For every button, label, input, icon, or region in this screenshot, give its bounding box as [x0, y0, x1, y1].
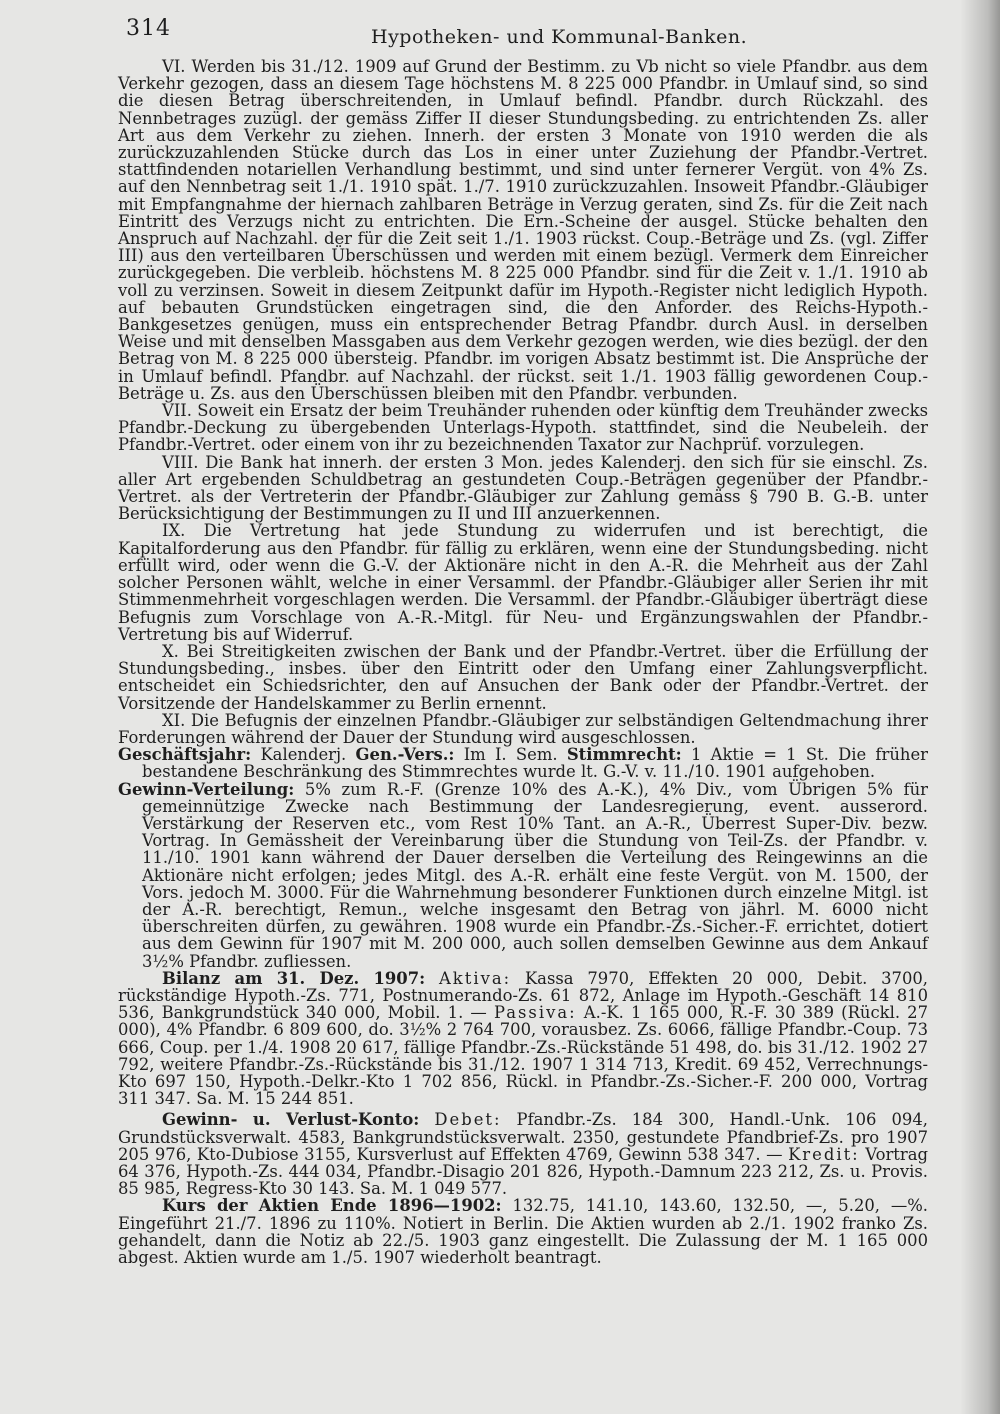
page-edge-shadow — [960, 0, 1000, 1414]
gewinn-verteilung-label: Gewinn-Verteilung: — [118, 779, 295, 799]
stimmrecht-text: 1 Aktie = 1 St. Die früher bestandene Beschränkung des Stimmrechtes wurde lt. G.-V. v. 11./10. 1901 aufgehoben. — [142, 745, 928, 782]
gen-vers-label: Gen.-Vers.: — [355, 745, 455, 765]
debet-label: Debet: — [434, 1110, 502, 1130]
geschaeftsjahr-label: Geschäftsjahr: — [118, 745, 252, 765]
kredit-label: Kredit: — [788, 1144, 860, 1164]
gewinn-verteilung-text: 5% zum R.-F. (Grenze 10% des A.-K.), 4% Div., vom Übrigen 5% für gemeinnützige Zwecke nach Bestimmung der Landesregierung, event. ausserord. Verstärkung der Reserven etc., vom Rest 10% Tant. an A.-R., Überrest Super-Div. bezw. Vortrag. In Gemässheit der Vereinbarung über die Stundung von Teil-Zs. der Pfandbr. v. 11./10. 1901 kann während der Dauer derselben die Verteilung des Reingewinns an die Aktionäre nicht erfolgen; jedes Mitgl. des A.-R. erhält eine feste Vergüt. von M. 1500, der Vors. jedoch M. 3000. Für die Wahrnehmung besonderer Funktionen durch einzelne Mitgl. ist der A.-R. berechtigt, Remun., welche insgesamt den Betrag von jährl. M. 6000 nicht überschreiten dürfen, zu gewähren. 1908 wurde ein Pfandbr.-Zs.-Sicher.-F. errichtet, dotiert aus dem Gewinn für 1907 mit M. 200 000, auch sollen demselben Gewinne aus dem Ankauf 3½% Pfandbr. zufliessen. — [142, 779, 928, 971]
section-gewinn-verlust — [118, 1111, 928, 1197]
section-kurs — [118, 1197, 928, 1266]
kredit-text: Vortrag 64 376, Hypoth.-Zs. 444 034, Pfandbr.-Disagio 201 826, Hypoth.-Damnum 223 212, Zs. u. Provis. 85 985, Regress-Kto 30 143. Sa. M. 1 049 577. — [118, 1144, 928, 1199]
section-geschaeftsjahr — [118, 746, 928, 780]
paragraph-vii: VII. Soweit ein Ersatz der beim Treuhänder ruhenden oder künftig dem Treuhänder zwecks Pfandbr.-Deckung zu übergebenden Unterlags-Hypoth. stattfindet, sind die Neubeleih. der Pfandbr.-Vertret. oder einem von ihr zu bezeichnenden Taxator zur Nachprüf. vorzulegen. — [118, 401, 928, 455]
geschaeftsjahr-text: Kalenderj. — [260, 745, 347, 765]
passiva-label: Passiva: — [493, 1003, 577, 1023]
page-body — [118, 58, 928, 1398]
section-gewinn-verteilung — [118, 781, 928, 970]
kurs-label: Kurs der Aktien Ende 1896—1902: — [162, 1196, 502, 1216]
page-header — [126, 12, 946, 52]
paragraph-viii: VIII. Die Bank hat innerh. der ersten 3 Mon. jedes Kalenderj. den sich für sie einschl. Zs. aller Art ergebenden Schuldbetrag an gestundeten Coup.-Beträgen gegenüber der Pfandbr.-Vertret. als der Vertreterin der Pfandbr.-Gläubiger zur Zahlung gemäss § 790 B. G.-B. unter Berücksichtigung der Bestimmungen zu II und III anzuerkennen. — [118, 452, 928, 524]
paragraph-x: X. Bei Streitigkeiten zwischen der Bank und der Pfandbr.-Vertret. über die Erfüllung der Stundungsbeding., insbes. über den Eintritt oder den Umfang einer Zahlungsverpflicht. entscheidet ein Schiedsrichter, den auf Ansuchen der Bank oder der Pfandbr.-Vertret. der Vorsitzende der Handelskammer zu Berlin ernennt. — [118, 641, 928, 713]
gen-vers-text: Im I. Sem. — [463, 745, 558, 765]
kurs-text: 132.75, 141.10, 143.60, 132.50, —, 5.20, —%. Eingeführt 21./7. 1896 zu 110%. Notiert in Berlin. Die Aktien wurden ab 2./1. 1902 franko Zs. gehandelt, dann die Notiz ab 22./5. 1903 ganz eingestellt. Die Zulassung der M. 1 165 000 abgest. Aktien wurde am 1./5. 1907 wiederholt beantragt. — [118, 1196, 928, 1268]
paragraph-ix: IX. Die Vertretung hat jede Stundung zu widerrufen und ist berechtigt, die Kapitalforderung aus den Pfandbr. für fällig zu erklären, wenn eine der Stundungsbeding. nicht erfüllt wird, oder wenn die G.-V. der Aktionäre nicht in den A.-R. die Mehrheit aus der Zahl solcher Personen wählt, welche in einer Versamml. der Pfandbr.-Gläubiger aller Serien ihr mit Stimmenmehrheit vorgeschlagen werden. Die Versamml. der Pfandbr.-Gläubiger überträgt diese Befugnis zum Vorschlage von A.-R.-Mitgl. für Neu- und Ergänzungswahlen der Pfandbr.-Vertretung bis auf Widerruf. — [118, 521, 928, 644]
stimmrecht-label: Stimmrecht: — [566, 745, 682, 765]
bilanz-label: Bilanz am 31. Dez. 1907: — [162, 968, 426, 988]
paragraph-xi: XI. Die Befugnis der einzelnen Pfandbr.-Gläubiger zur selbständigen Geltendmachung ihrer Forderungen während der Dauer der Stundung wird ausgeschlossen. — [118, 710, 928, 747]
passiva-text: A.-K. 1 165 000, R.-F. 30 389 (Rückl. 27 000), 4% Pfandbr. 6 809 600, do. 3½% 2 764 700, vorausbez. Zs. 6066, fällige Pfandbr.-Coup. 73 666, Coup. per 1./4. 1908 20 617, fällige Pfandbr.-Zs.-Rückstände 51 498, do. bis 31./12. 1902 27 792, weitere Pfandbr.-Zs.-Rückstände bis 31./12. 1907 1 314 713, Kredit. 69 452, Verrechnungs-Kto 697 150, Hypoth.-Delkr.-Kto 1 702 856, Rückl. in Pfandbr.-Zs.-Sicher.-F. 200 000, Vortrag 311 347. Sa. M. 15 244 851. — [118, 1003, 929, 1109]
paragraph-vi: VI. Werden bis 31./12. 1909 auf Grund der Bestimm. zu Vb nicht so viele Pfandbr. aus dem Verkehr gezogen, dass an diesem Tage höchstens M. 8 225 000 Pfandbr. in Umlauf sind, so sind die diesen Betrag überschreitenden, in Umlauf befindl. Pfandbr. durch Rückzahl. des Nennbetrages zuzügl. der gemäss Ziffer II dieser Stundungsbeding. zu entrichtenden Zs. aller Art aus dem Verkehr zu ziehen. Innerh. der ersten 3 Monate von 1910 werden die als zurückzuzahlenden Stücke durch das Los in einer unter Zuziehung der Pfandbr.-Vertret. stattfindenden notariellen Verhandlung bestimmt, und sind unter fernerer Vergüt. von 4% Zs. auf den Nennbetrag seit 1./1. 1910 spät. 1./7. 1910 zurückzuzahlen. Insoweit Pfandbr.-Gläubiger mit Empfangnahme der hiernach zahlbaren Beträge in Verzug geraten, sind Zs. für die Zeit nach Eintritt des Verzugs nicht zu entrichten. Die Ern.-Scheine der ausgel. Stücke behalten den Anspruch auf Nachzahl. der für die Zeit seit 1./1. 1903 rückst. Coup.-Beträge und Zs. (vgl. Ziffer III) aus den verteilbaren Überschüssen und werden mit einem bezügl. Vermerk dem Einreicher zurückgegeben. Die verbleib. höchstens M. 8 225 000 Pfandbr. sind für die Zeit v. 1./1. 1910 ab voll zu verzinsen. Soweit in diesem Zeitpunkt dafür im Hypoth.-Register nicht lediglich Hypoth. auf bebauten Grundstücken eingetragen sind, die den Anforder. des Reichs-Hypoth.-Bankgesetzes genügen, muss ein entsprechender Betrag Pfandbr. durch Ausl. in derselben Weise und mit denselben Massgaben aus dem Verkehr gezogen werden, wie dies bezügl. der den Betrag von M. 8 225 000 übersteig. Pfandbr. im vorigen Absatz bestimmt ist. Die Ansprüche der in Umlauf befindl. Pfandbr. auf Nachzahl. der rückst. seit 1./1. 1903 fällig gewordenen Coup.-Beträge u. Zs. aus den Überschüssen bleiben mit den Pfandbr. verbunden. — [118, 57, 928, 403]
aktiva-text: Kassa 7970, Effekten 20 000, Debit. 3700, rückständige Hypoth.-Zs. 771, Postnumerando-Zs. 61 872, Anlage im Hypoth.-Geschäft 14 810 536, Bankgrundstück 340 000, Mobil. 1. — — [118, 968, 929, 1023]
section-bilanz — [118, 970, 928, 1108]
gewinn-verlust-label: Gewinn- u. Verlust-Konto: — [162, 1110, 420, 1130]
debet-text: Pfandbr.-Zs. 184 300, Handl.-Unk. 106 094, Grundstücksverwalt. 4583, Bankgrundstücksverwalt. 2350, gestundete Pfandbrief-Zs. pro 1907 205 976, Kto-Dubiose 3155, Kursverlust auf Effekten 4769, Gewinn 538 347. — — [118, 1110, 928, 1164]
aktiva-label: Aktiva: — [438, 968, 512, 988]
page-number: 314 — [126, 16, 171, 41]
running-title: Hypotheken- und Kommunal-Banken. — [371, 26, 748, 48]
